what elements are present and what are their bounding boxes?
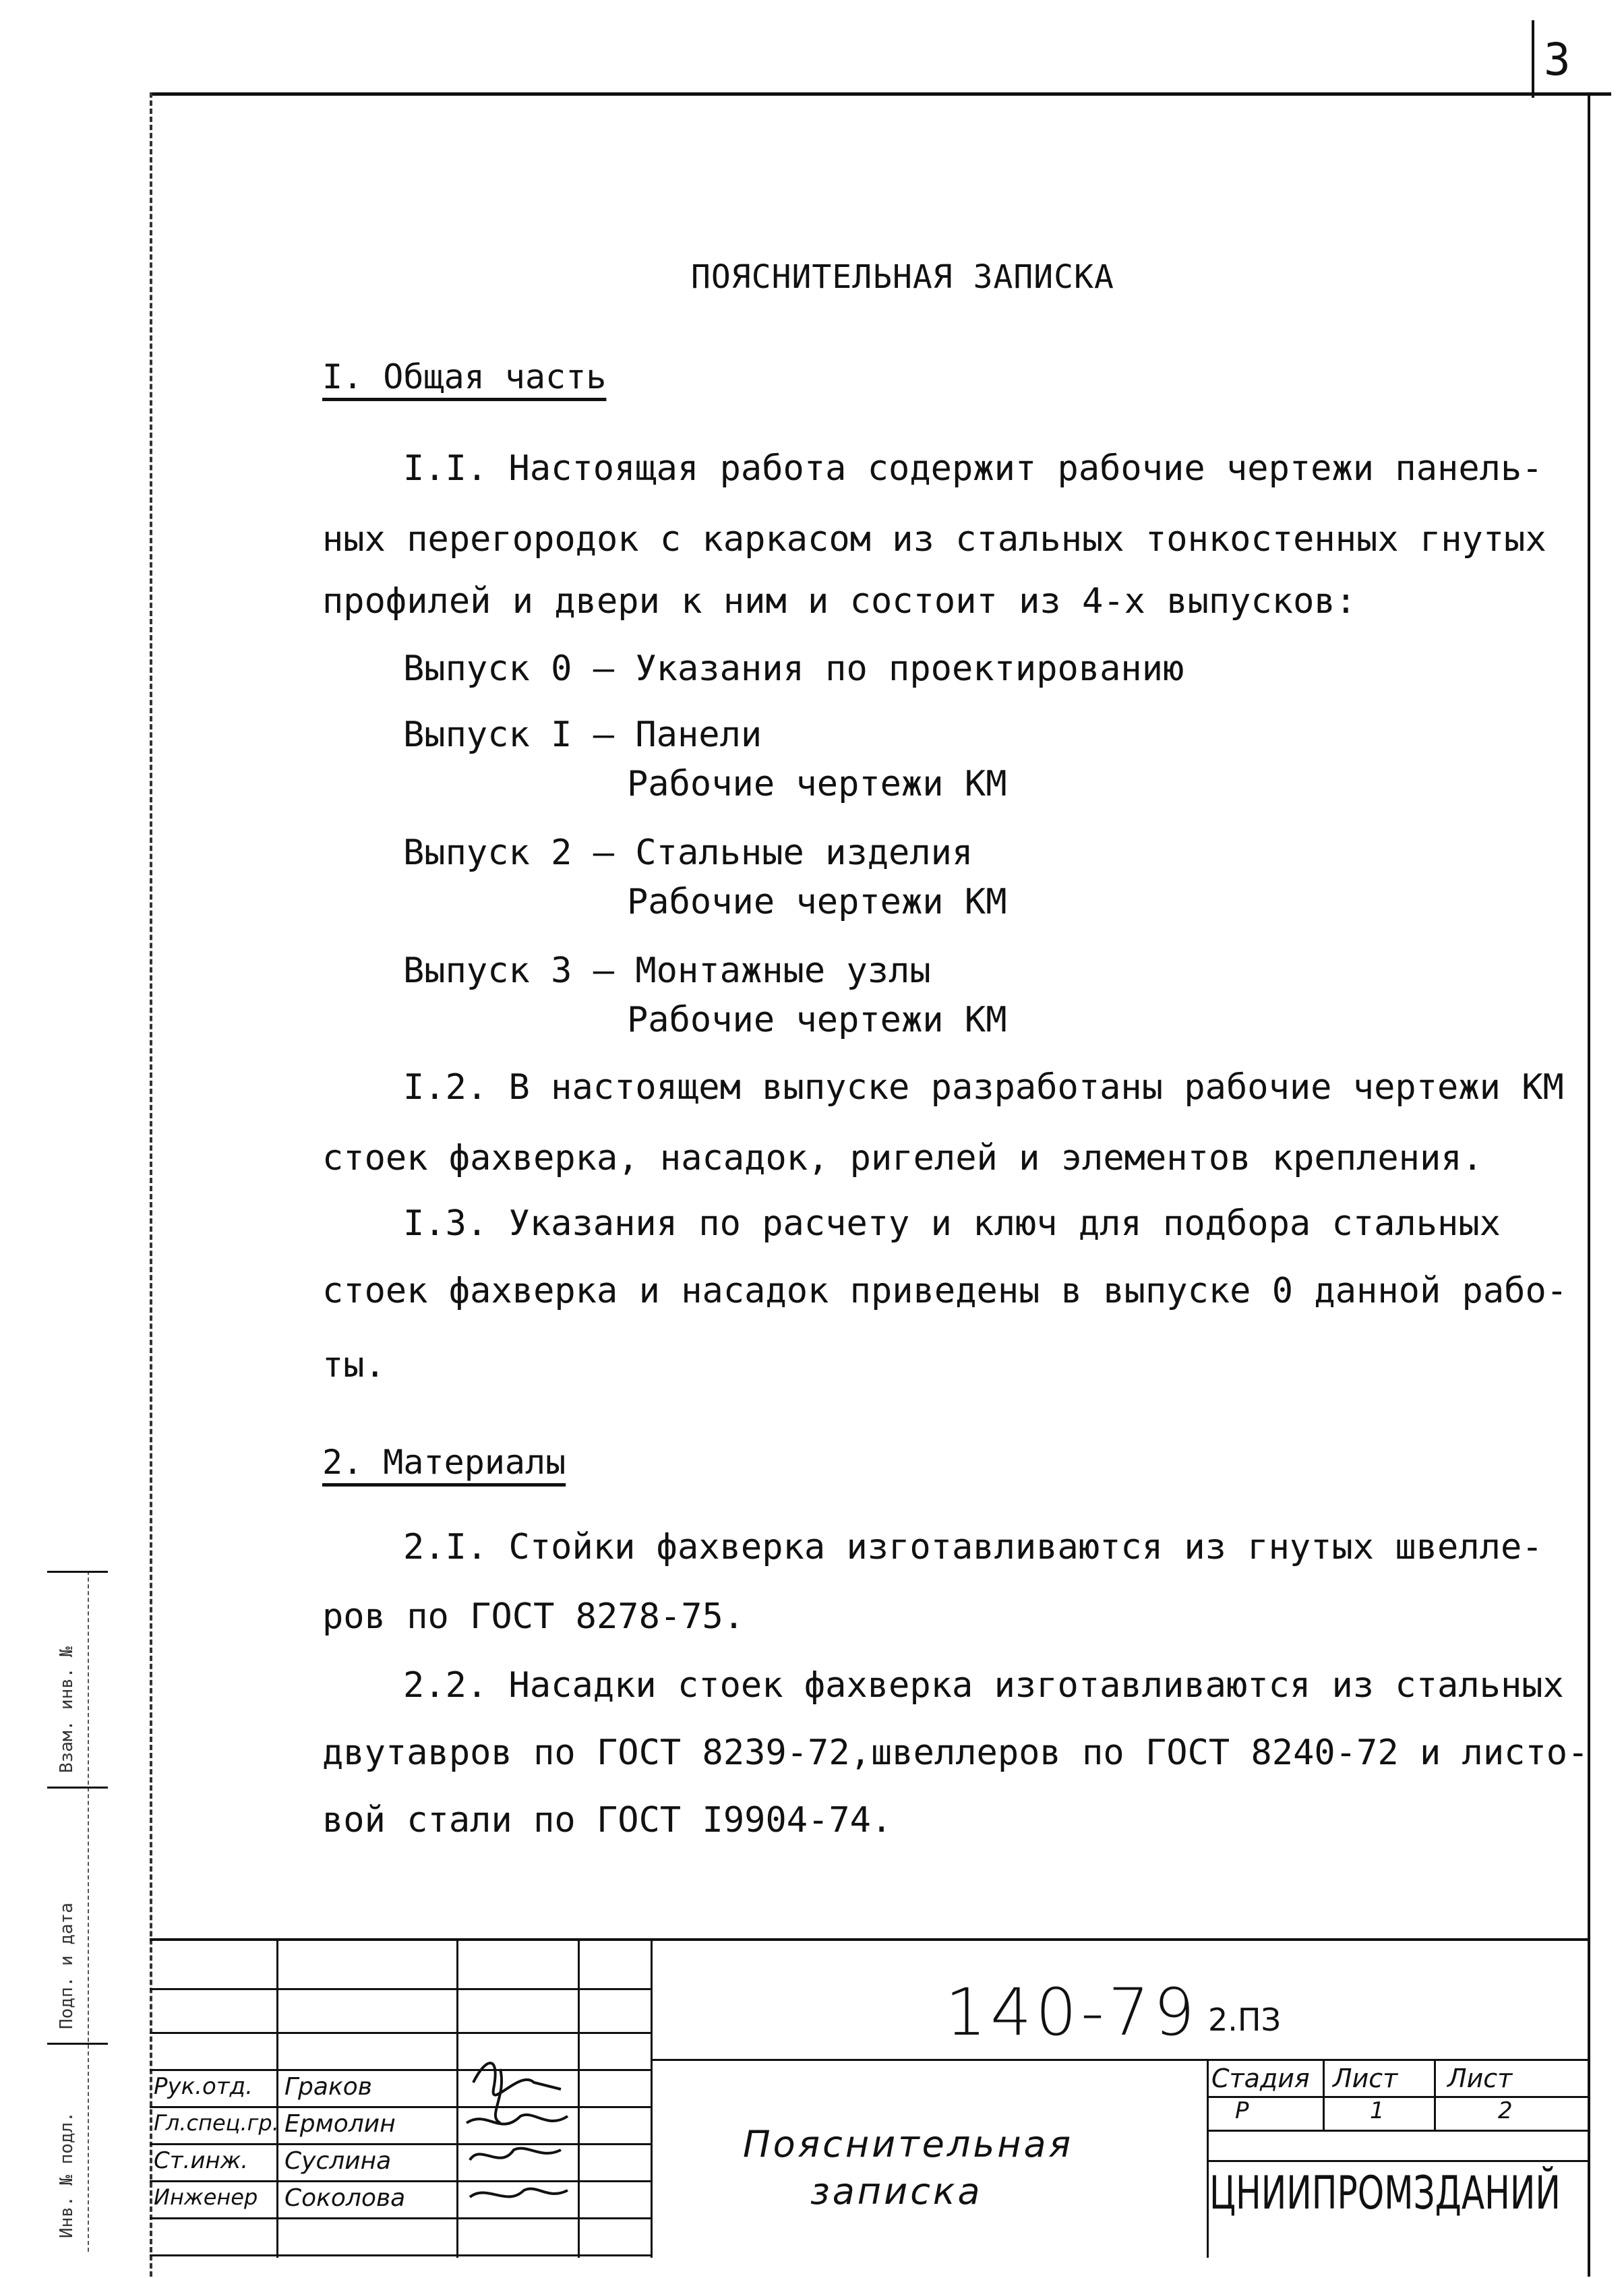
sheet-header: Лист — [1333, 2064, 1398, 2093]
paragraph-line: профилей и двери к ним и состоит из 4-х выпусков: — [322, 581, 1357, 622]
stamp-grid-line — [150, 1988, 651, 1990]
signatures-image — [460, 2042, 581, 2224]
side-stamp-divider — [47, 2043, 108, 2045]
issue-subline: Рабочие чертежи КМ — [627, 882, 1007, 922]
side-stamp-label: Инв. № подл. — [57, 2111, 77, 2238]
paragraph-line: ных перегородок с каркасом из стальных тонкостенных гнутых — [322, 519, 1546, 560]
issue-subline: Рабочие чертежи КМ — [627, 764, 1007, 804]
paragraph-line: вой стали по ГОСТ I9904-74. — [322, 1800, 893, 1840]
person-name: Суслина — [284, 2147, 392, 2175]
issue-line: Выпуск I – Панели — [403, 715, 762, 755]
stage-value: Р — [1235, 2097, 1249, 2124]
paragraph-line: 2.2. Насадки стоек фахверка изготавливаются из стальных — [403, 1665, 1564, 1706]
stage-header: Стадия — [1211, 2064, 1310, 2093]
side-stamp-divider — [47, 1787, 108, 1789]
paragraph-line: стоек фахверка, насадок, ригелей и элементов крепления. — [322, 1138, 1483, 1178]
role-label: Гл.спец.гр. — [154, 2110, 279, 2136]
paragraph-line: ты. — [322, 1345, 386, 1385]
sheets-header: Лист — [1447, 2064, 1513, 2093]
role-label: Ст.инж. — [154, 2147, 249, 2174]
stamp-grid-line — [1207, 2096, 1590, 2098]
stamp-grid-line — [651, 2059, 1590, 2061]
document-name-line1: Пояснительная — [743, 2123, 1074, 2165]
role-label: Инженер — [154, 2184, 258, 2210]
document-code: 140-79 — [945, 1975, 1199, 2050]
paragraph-line: ров по ГОСТ 8278-75. — [322, 1596, 745, 1637]
person-name: Граков — [284, 2073, 372, 2101]
organization-name: ЦНИИПРОМЗДАНИЙ — [1209, 2167, 1561, 2220]
side-stamp-divider — [47, 1571, 108, 1573]
paragraph-line: 2.I. Стойки фахверка изготавливаются из гнутых швелле- — [403, 1527, 1543, 1567]
side-stamp-label: Взам. инв. № — [57, 1646, 77, 1773]
frame-top-border — [150, 92, 1611, 96]
title-block — [150, 1938, 1590, 2258]
stamp-grid-line — [150, 2254, 651, 2256]
stamp-grid-line — [1434, 2059, 1436, 2130]
stamp-grid-line — [1207, 2059, 1209, 2258]
document-code-suffix: 2.ПЗ — [1208, 2002, 1281, 2038]
side-stamp-label: Подп. и дата — [57, 1902, 77, 2029]
sheets-value: 2 — [1498, 2097, 1513, 2124]
issue-line: Выпуск 2 – Стальные изделия — [403, 833, 973, 873]
side-stamp — [47, 1571, 89, 2252]
section-heading-general: I. Общая часть — [322, 357, 607, 396]
stamp-grid-line — [651, 1941, 653, 2258]
person-name: Соколова — [284, 2184, 406, 2212]
paragraph-line: I.2. В настоящем выпуске разработаны рабочие чертежи КМ — [403, 1067, 1564, 1108]
stamp-grid-line — [1207, 2130, 1590, 2132]
stamp-grid-line — [150, 2032, 651, 2034]
stamp-grid-line — [1323, 2059, 1325, 2130]
stamp-grid-line — [1207, 2160, 1590, 2162]
role-label: Рук.отд. — [154, 2073, 253, 2100]
sheet-value: 1 — [1370, 2097, 1385, 2124]
person-name: Ермолин — [284, 2110, 396, 2138]
document-name-line2: записка — [810, 2170, 983, 2213]
paragraph-line: двутавров по ГОСТ 8239-72,швеллеров по ГОСТ 8240-72 и листо- — [322, 1733, 1589, 1773]
section-heading-materials: 2. Материалы — [322, 1443, 566, 1482]
issue-line: Выпуск 3 – Монтажные узлы — [403, 951, 931, 991]
paragraph-line: стоек фахверка и насадок приведены в выпуске 0 данной рабо- — [322, 1271, 1568, 1311]
page-number: 3 — [1544, 34, 1571, 86]
paragraph-line: I.3. Указания по расчету и ключ для подбора стальных — [403, 1203, 1501, 1244]
document-title: ПОЯСНИТЕЛЬНАЯ ЗАПИСКА — [691, 258, 1114, 296]
issue-line: Выпуск 0 – Указания по проектированию — [403, 649, 1184, 689]
paragraph-line: I.I. Настоящая работа содержит рабочие чертежи панель- — [403, 448, 1543, 489]
issue-subline: Рабочие чертежи КМ — [627, 1000, 1007, 1040]
page-number-divider — [1532, 20, 1534, 98]
